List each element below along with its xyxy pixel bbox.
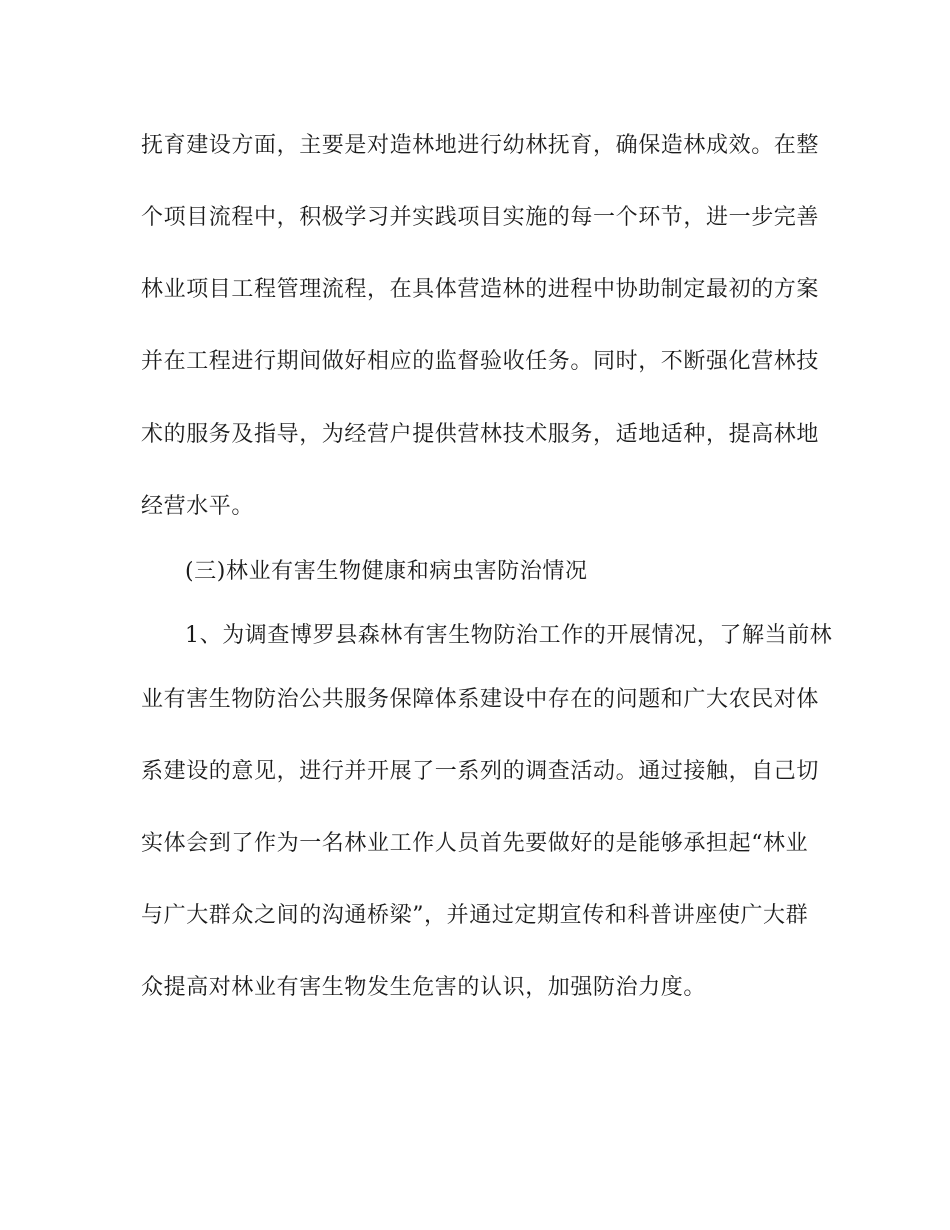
paragraph-line: 个项目流程中，积极学习并实践项目实施的每一个环节，进一步完善 — [141, 205, 820, 230]
paragraph-line: 1、为调查博罗县森林有害生物防治工作的开展情况，了解当前林 — [185, 623, 833, 648]
paragraph-line: 林业项目工程管理流程，在具体营造林的进程中协助制定最初的方案 — [141, 277, 820, 302]
paragraph-line: 术的服务及指导，为经营户提供营林技术服务，适地适种，提高林地 — [141, 422, 820, 447]
paragraph-line: 抚育建设方面，主要是对造林地进行幼林抚育，确保造林成效。在整 — [141, 133, 820, 158]
paragraph-line: 众提高对林业有害生物发生危害的认识，加强防治力度。 — [141, 975, 707, 1000]
paragraph-line: 与广大群众之间的沟通桥梁”，并通过定期宣传和科普讲座使广大群 — [141, 903, 809, 928]
section-heading: (三)林业有害生物健康和病虫害防治情况 — [185, 559, 588, 584]
paragraph-line: 并在工程进行期间做好相应的监督验收任务。同时，不断强化营林技 — [141, 349, 820, 374]
paragraph-line: 系建设的意见，进行并开展了一系列的调查活动。通过接触，自己切 — [141, 759, 820, 784]
paragraph-line: 实体会到了作为一名林业工作人员首先要做好的是能够承担起“林业 — [141, 831, 809, 856]
paragraph-line: 业有害生物防治公共服务保障体系建设中存在的问题和广大农民对体 — [141, 687, 820, 712]
paragraph-line: 经营水平。 — [141, 494, 255, 519]
